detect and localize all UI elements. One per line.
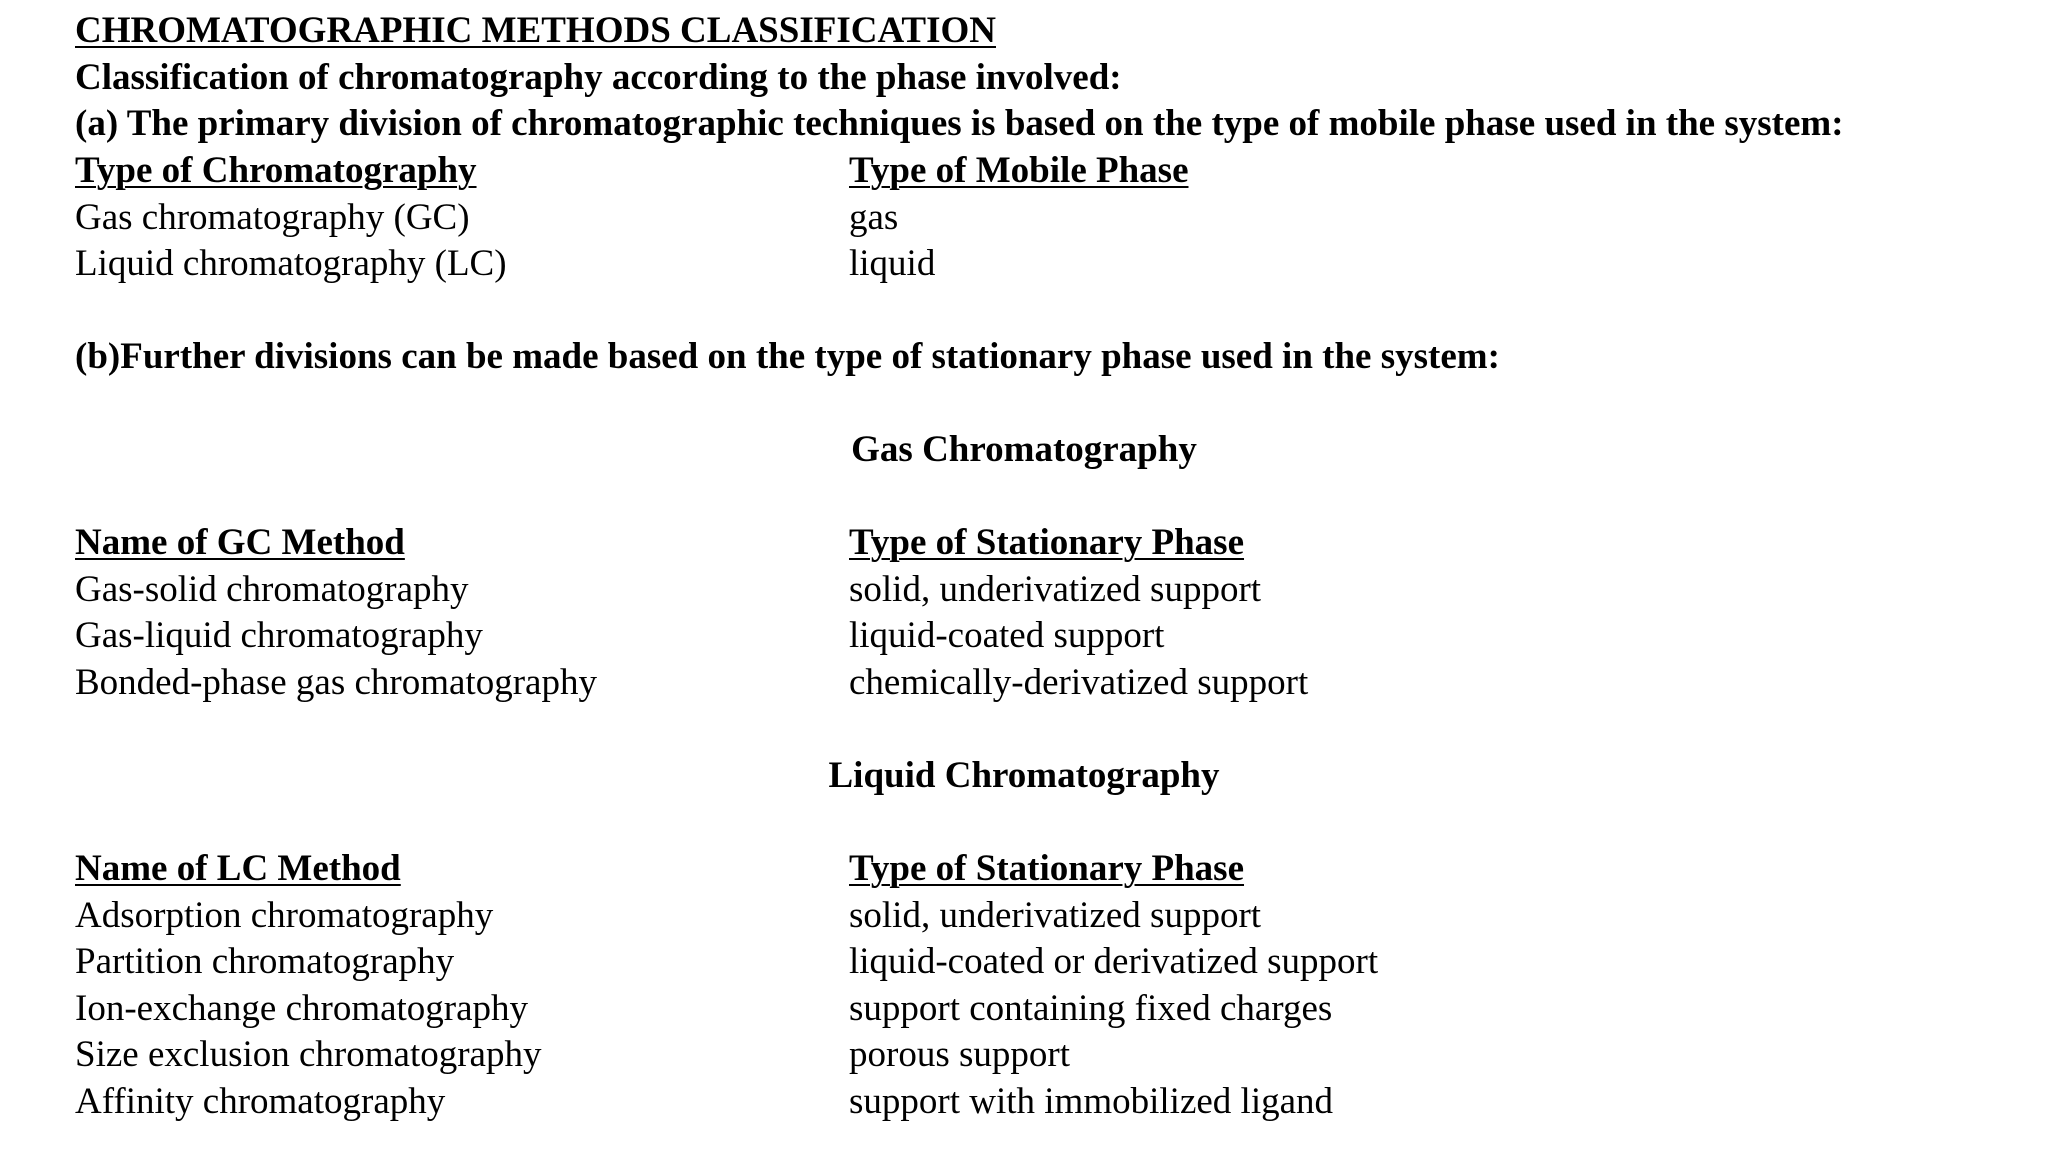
table-cell: Liquid chromatography (LC) — [75, 243, 507, 284]
gc-header-phase: Type of Stationary Phase — [849, 522, 1245, 563]
table-cell: Bonded-phase gas chromatography — [75, 662, 597, 703]
table-cell: Adsorption chromatography — [75, 895, 494, 936]
table-cell: solid, underivatized support — [849, 895, 1262, 936]
table-cell: solid, underivatized support — [849, 569, 1262, 610]
subtitle: Classification of chromatography according to the phase involved: — [75, 57, 1122, 98]
table-cell: support containing fixed charges — [849, 988, 1333, 1029]
table-cell: support with immobilized ligand — [849, 1081, 1334, 1122]
table-cell: Affinity chromatography — [75, 1081, 446, 1122]
table-cell: porous support — [849, 1034, 1070, 1075]
page-title: CHROMATOGRAPHIC METHODS CLASSIFICATION — [75, 10, 996, 51]
mobile-header-phase: Type of Mobile Phase — [849, 150, 1189, 191]
table-cell: liquid-coated support — [849, 615, 1165, 656]
gc-header-method: Name of GC Method — [75, 522, 405, 563]
mobile-header-type: Type of Chromatography — [75, 150, 477, 191]
section-a-text: (a) The primary division of chromatographic techniques is based on the type of mobile phase used in the system: — [75, 103, 1844, 144]
lc-heading: Liquid Chromatography — [828, 755, 1220, 796]
table-cell: Size exclusion chromatography — [75, 1034, 542, 1075]
table-cell: Ion-exchange chromatography — [75, 988, 529, 1029]
lc-header-method: Name of LC Method — [75, 848, 401, 889]
gc-heading: Gas Chromatography — [851, 429, 1197, 470]
table-cell: chemically-derivatized support — [849, 662, 1309, 703]
table-cell: liquid-coated or derivatized support — [849, 941, 1379, 982]
table-cell: Gas-liquid chromatography — [75, 615, 483, 656]
table-cell: liquid — [849, 243, 936, 284]
table-cell: Partition chromatography — [75, 941, 455, 982]
table-cell: gas — [849, 197, 899, 238]
section-b-text: (b)Further divisions can be made based on the type of stationary phase used in the system: — [75, 336, 1500, 377]
lc-header-phase: Type of Stationary Phase — [849, 848, 1245, 889]
table-cell: Gas chromatography (GC) — [75, 197, 470, 238]
table-cell: Gas-solid chromatography — [75, 569, 469, 610]
